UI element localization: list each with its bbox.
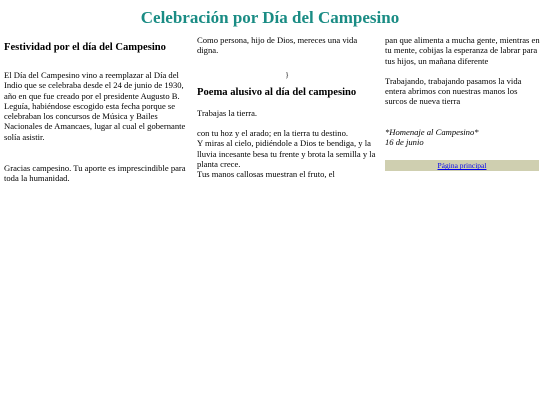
page-title: Celebración por Día del Campesino <box>140 8 400 27</box>
history-paragraph: El Día del Campesino vino a reemplazar al Día del Indio que se celebraba desde el 24 de junio de 1930, año en que fue creado por el presidente Augusto B. Leguía, habiéndose escogido esta fecha porque se celebraban los concursos de Música y Bailes Nacionales de Amancaes, lugar al cual el gobernante solía asistir. <box>4 70 186 142</box>
section-heading-festividad: Festividad por el día del Campesino <box>4 42 166 53</box>
signature-line-1: *Homenaje al Campesino* <box>385 126 479 137</box>
home-page-link[interactable]: Página principal <box>437 161 487 171</box>
poem-line-1: Trabajas la tierra. <box>197 107 258 118</box>
article-column-3 <box>385 35 540 171</box>
poem-stanza-2: pan que alimenta a mucha gente, mientras en tu mente, cobijas la esperanza de labrar para tus hijos, un mañana diferente <box>385 35 540 66</box>
poem-heading: Poema alusivo al día del campesino <box>197 86 357 98</box>
poem-stanza-3: Trabajando, trabajando pasamos la vida entera abrimos con nuestras manos los surcos de nueva tierra <box>385 75 522 107</box>
poem-stanza-1: con tu hoz y el arado; en la tierra tu destino. Y miras al cielo, pidiéndole a Dios te bendiga, y la lluvia incesante besa tu frente y brota la semilla y la planta crece. Tus manos callosas muestran el fruto, el <box>197 128 376 180</box>
home-link-bar <box>385 160 539 171</box>
intro-paragraph: Como persona, hijo de Dios, mereces una vida digna. <box>197 35 358 56</box>
thanks-paragraph: Gracias campesino. Tu aporte es imprescindible para toda la humanidad. <box>4 163 186 184</box>
article-column-2 <box>197 35 377 180</box>
article-column-1 <box>4 41 189 184</box>
signature-line-2: 16 de junio <box>385 137 424 148</box>
separator-glyph: } <box>285 70 289 79</box>
